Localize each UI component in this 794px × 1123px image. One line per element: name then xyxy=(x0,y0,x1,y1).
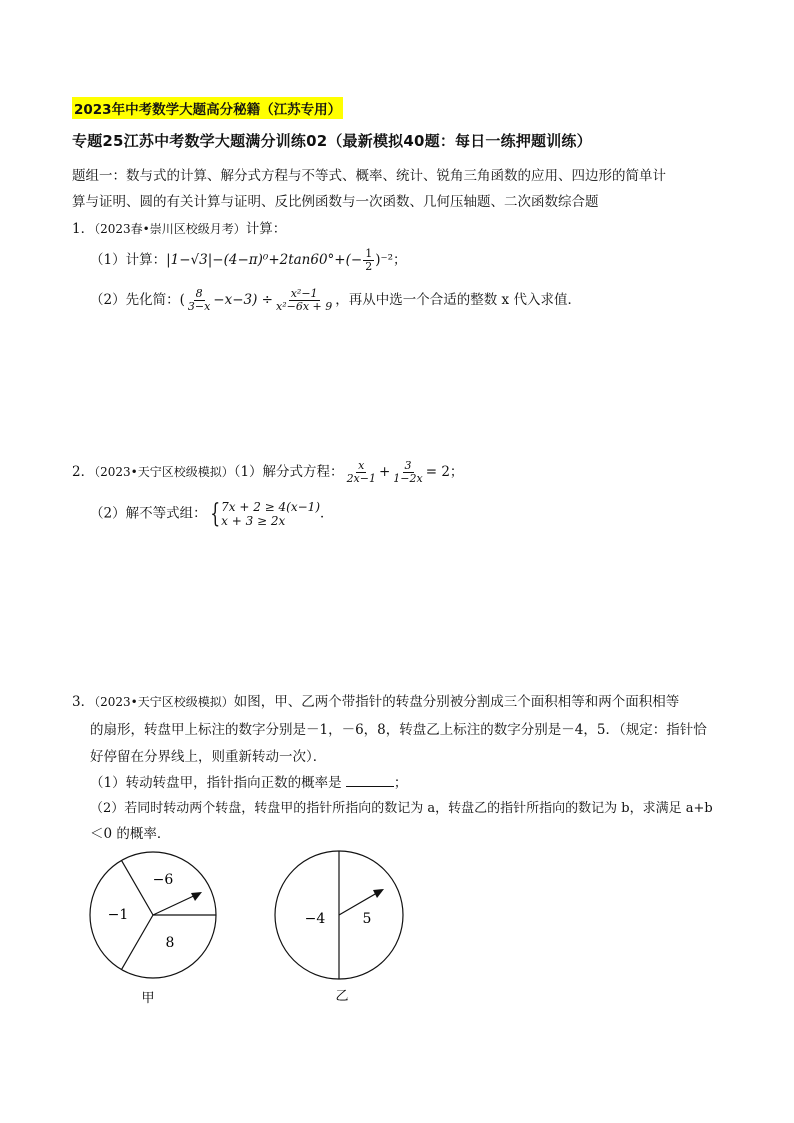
question-3-part-2-line-2: ＜0 的概率． xyxy=(90,826,171,842)
wheel-label: 乙 xyxy=(335,989,349,1004)
question-2-header xyxy=(72,460,463,485)
fraction-numerator: x xyxy=(358,459,365,472)
question-number: 1． xyxy=(72,221,95,237)
part-label: （1）解分式方程： xyxy=(233,464,344,480)
question-lead: 计算： xyxy=(245,221,287,237)
fraction xyxy=(345,460,378,485)
part-label: （2）先化简： xyxy=(90,292,180,308)
group-line-1: 题组一：数与式的计算、解分式方程与不等式、概率、统计、锐角三角函数的应用、四边形的简单计 xyxy=(72,168,666,184)
brace-icon: { xyxy=(209,499,220,529)
question-number: 3． xyxy=(72,694,95,710)
fraction-denominator: 1−2x xyxy=(393,472,423,485)
question-source: （2023春•崇川区校级月考） xyxy=(94,222,246,236)
wheel-value: 5 xyxy=(362,911,372,927)
series-badge: 2023年中考数学大题高分秘籍（江苏专用） xyxy=(72,97,343,119)
fraction-numerator: x²−1 xyxy=(290,287,318,300)
part-label: （1）转动转盘甲，指针指向正数的概率是 xyxy=(90,775,342,791)
question-3-line-3: 好停留在分界线上，则重新转动一次）． xyxy=(90,749,327,765)
question-text: 如图，甲、乙两个带指针的转盘分别被分割成三个面积相等和两个面积相等 xyxy=(233,694,680,710)
wheel-yi xyxy=(272,850,412,1020)
fraction xyxy=(363,248,374,273)
question-2-part-2 xyxy=(90,500,334,528)
question-3-part-1 xyxy=(90,771,407,791)
wheel-jia xyxy=(88,850,228,1020)
question-1-part-2 xyxy=(90,288,581,313)
wheel-label: 甲 xyxy=(141,991,155,1006)
question-text: ； xyxy=(393,775,408,791)
page-title: 专题25江苏中考数学大题满分训练02（最新模拟40题：每日一练押题训练） xyxy=(72,132,592,150)
wheel-value: −6 xyxy=(152,872,174,888)
part-label: （1）计算： xyxy=(90,252,167,268)
fraction-numerator: 8 xyxy=(195,287,203,300)
plus-sign: + xyxy=(378,464,391,480)
question-3-part-2-line-1: （2）若同时转动两个转盘，转盘甲的指针所指向的数记为 a，转盘乙的指针所指向的数记为 b，求满足 a+b xyxy=(90,801,713,816)
math-expression-tail: )⁻²； xyxy=(375,252,407,268)
pointer-arrow-icon xyxy=(373,889,384,898)
fraction xyxy=(391,460,424,485)
question-source: （2023•天宁区校级模拟） xyxy=(94,695,234,709)
wheel-value: 8 xyxy=(165,935,175,951)
fraction-numerator: 1 xyxy=(365,247,373,260)
group-line-2: 算与证明、圆的有关计算与证明、反比例函数与一次函数、几何压轴题、二次函数综合题 xyxy=(72,194,599,210)
divider-line xyxy=(122,915,154,970)
part-label: （2）解不等式组： xyxy=(90,505,207,522)
equation-tail: = 2； xyxy=(425,464,464,480)
math-expression: |1−√3|−(4−π)⁰+2tan60°+(− xyxy=(166,252,363,268)
math-expression: −x−3) ÷ xyxy=(213,292,273,308)
inequality-system xyxy=(207,500,320,528)
question-number: 2． xyxy=(72,464,95,480)
wheel-value: −4 xyxy=(304,911,326,927)
question-text: ，再从中选一个合适的整数 x 代入求值． xyxy=(335,292,581,308)
paren-open: ( xyxy=(179,292,185,308)
fraction-numerator: 3 xyxy=(404,459,412,472)
fraction-denominator: x²−6x + 9 xyxy=(276,300,333,313)
fraction-denominator: 2x−1 xyxy=(346,472,376,485)
fraction xyxy=(274,288,334,313)
fraction-denominator: 3−x xyxy=(187,300,211,313)
wheel-value: −1 xyxy=(107,907,129,923)
question-1-header xyxy=(72,217,286,237)
fraction xyxy=(186,288,212,313)
answer-blank[interactable] xyxy=(346,774,394,787)
question-3-header xyxy=(72,690,679,710)
fraction-denominator: 2 xyxy=(365,260,373,273)
question-1-part-1 xyxy=(90,248,407,273)
inequality-line-2: x + 3 ≥ 2x xyxy=(221,514,286,528)
question-3-line-2: 的扇形，转盘甲上标注的数字分别是－1，－6，8，转盘乙上标注的数字分别是－4，5．（规定：指针恰 xyxy=(90,722,707,738)
question-text: ． xyxy=(320,505,334,522)
question-source: （2023•天宁区校级模拟） xyxy=(94,465,234,479)
inequality-line-1: 7x + 2 ≥ 4(x−1) xyxy=(221,500,320,514)
